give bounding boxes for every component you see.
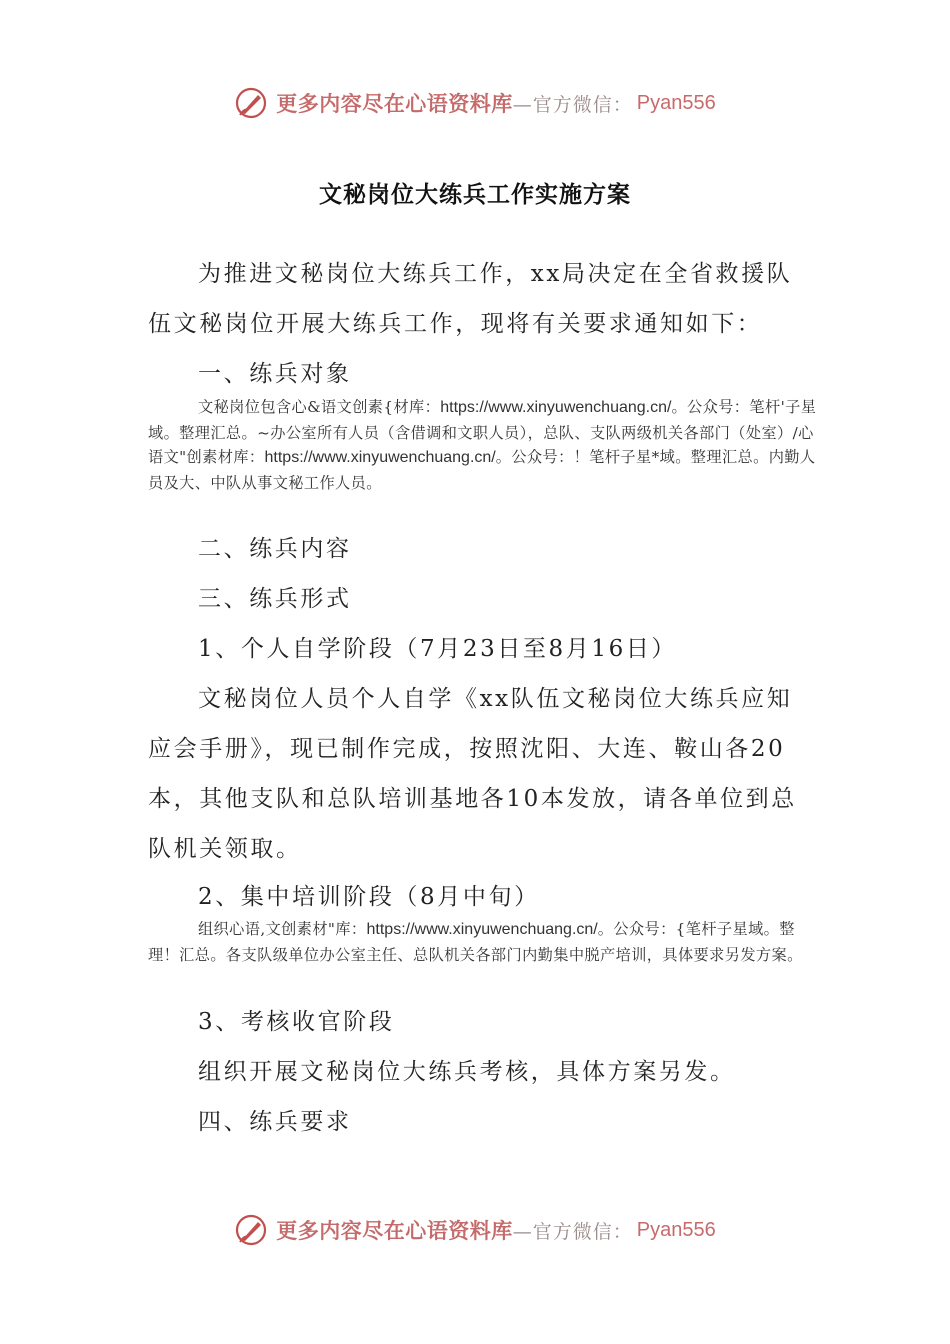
stage-1-line-1: 文秘岗位人员个人自学《xx队伍文秘岗位大练兵应知 [198,686,793,712]
watermark-text: 更多内容尽在心语资料库 [276,1218,513,1243]
quill-logo-icon [234,86,268,120]
stage-1-line-2: 应会手册》，现已制作完成，按照沈阳、大连、鞍山各20 [148,736,786,762]
watermark-banner-bottom [0,1207,950,1253]
stage-3-paragraph: 组织开展文秘岗位大练兵考核，具体方案另发。 [198,1059,736,1085]
watermark-text: 更多内容尽在心语资料库 [276,91,513,116]
paragraph-stage-2 [148,917,818,967]
paragraph-targets-b: 。公众号：笔杆'子星域。整理汇总。~办公室所有人员（含借调和文职人员），总队、支队两级机关各部门（处室）/心语文"创素材库： [148,398,817,466]
intro-line-1: 为推进文秘岗位大练兵工作，xx局决定在全省救援队 [198,261,793,287]
watermark-wechat: Pyan556 [636,1218,716,1241]
paragraph-stage-2-a: 组织心语,文创素材"库： [198,920,367,938]
document-title: 文秘岗位大练兵工作实施方案 [319,182,631,208]
stage-3-heading: 3、考核收官阶段 [198,1009,395,1035]
watermark-dash: —官方微信： [512,1220,633,1243]
paragraph-targets [148,395,818,495]
paragraph-targets-a: 文秘岗位包含心&语文创素{材库： [198,398,441,416]
heading-1: 一、练兵对象 [198,361,352,387]
stage-1-line-3: 本，其他支队和总队培训基地各10本发放，请各单位到总 [148,786,797,812]
heading-2: 二、练兵内容 [198,536,352,562]
stage-2-heading: 2、集中培训阶段（8月中旬） [198,884,540,910]
url-link: https://www.xinyuwenchuang.cn/ [366,921,598,938]
quill-logo-icon [234,1213,268,1247]
intro-line-2: 伍文秘岗位开展大练兵工作，现将有关要求通知如下： [148,311,763,337]
watermark-dash: —官方微信： [512,93,633,116]
watermark-banner-top [0,80,950,126]
heading-3: 三、练兵形式 [198,586,352,612]
paragraph-stage-2-b: 。公众号：{笔杆子星域。整理！汇总。各支队级单位办公室主任、总队机关各部门内勤集中脱产培训，具体要求另发方案。 [148,920,803,964]
url-link: https://www.xinyuwenchuang.cn/ [264,449,496,466]
url-link: https://www.xinyuwenchuang.cn/ [440,399,672,416]
heading-4: 四、练兵要求 [198,1109,352,1135]
watermark-wechat: Pyan556 [636,91,716,114]
stage-1-heading: 1、个人自学阶段（7月23日至8月16日） [198,636,678,662]
paragraph-targets-c: 。公众号：！笔杆子星*域。整理汇总。内勤人员及大、中队从事文秘工作人员。 [148,448,816,492]
stage-1-line-4: 队机关领取。 [148,836,302,862]
